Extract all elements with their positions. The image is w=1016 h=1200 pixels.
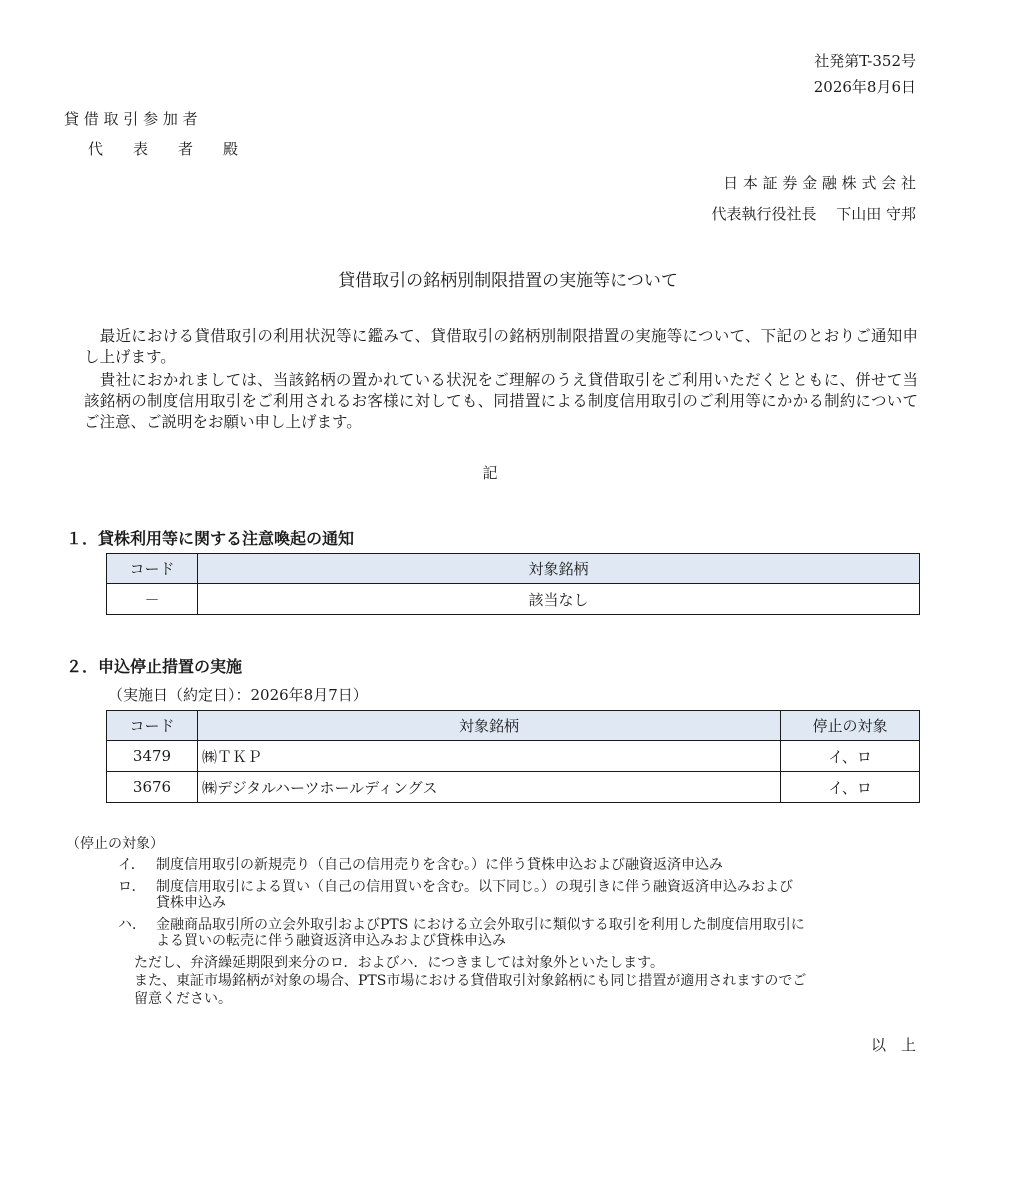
row-target: イ、ロ [781, 741, 920, 772]
closing-mark: 以 上 [870, 1036, 916, 1054]
note-pts-line2: 留意ください。 [134, 991, 232, 1007]
notes-label: （停止の対象） [66, 836, 164, 852]
section2-table [106, 710, 920, 803]
table-header-row [107, 554, 920, 584]
note-pts-line1: また、東証市場銘柄が対象の場合、PTS市場における貸借取引対象銘柄にも同じ措置が適用されますのでご [134, 973, 807, 989]
col-code-header: コード [107, 554, 198, 584]
note-mark-ro: ロ． [118, 879, 146, 895]
note-item-ha-line2: よる買いの転売に伴う融資返済申込みおよび貸株申込み [156, 933, 506, 949]
row-name: ㈱ＴＫＰ [198, 741, 781, 772]
body-paragraph-1: 最近における貸借取引の利用状況等に鑑みて、貸借取引の銘柄別制限措置の実施等について、下記のとおりご通知申し上げます。 [84, 327, 918, 366]
section1-table [106, 553, 920, 615]
table-header-row [107, 711, 920, 741]
recipient-line2: 代 表 者 殿 [88, 140, 239, 158]
row-name: 該当なし [198, 584, 920, 615]
effective-date: （実施日（約定日）：2026年8月7日） [108, 686, 368, 704]
document-number: 社発第T-352号 [814, 52, 916, 70]
col-name-header: 対象銘柄 [198, 711, 781, 741]
note-item-ro-line1: 制度信用取引による買い（自己の信用買いを含む。以下同じ。）の現引きに伴う融資返済申込みおよび [156, 879, 793, 895]
note-item-ha-line1: 金融商品取引所の立会外取引およびPTS における立会外取引に類似する取引を利用した制度信用取引に [156, 917, 805, 933]
table-row [107, 741, 920, 772]
row-code: 3676 [107, 772, 198, 803]
row-code: － [107, 584, 198, 615]
note-mark-i: イ． [118, 857, 145, 873]
note-exception: ただし、弁済繰延期限到来分のロ．およびハ．につきましては対象外といたします。 [134, 955, 665, 971]
sender-company: 日 本 証 券 金 融 株 式 会 社 [723, 174, 916, 192]
document-title: 貸借取引の銘柄別制限措置の実施等について [338, 271, 678, 291]
ki-marker: 記 [482, 464, 498, 482]
col-name-header: 対象銘柄 [198, 554, 920, 584]
recipient-line1: 貸 借 取 引 参 加 者 [64, 110, 198, 128]
table-row [107, 772, 920, 803]
document-date: 2026年8月6日 [813, 78, 916, 96]
row-target: イ、ロ [781, 772, 920, 803]
row-name: ㈱デジタルハーツホールディングス [198, 772, 781, 803]
section1-heading: １．貸株利用等に関する注意喚起の通知 [66, 529, 355, 548]
col-target-header: 停止の対象 [781, 711, 920, 741]
section2-heading: ２．申込停止措置の実施 [66, 657, 243, 676]
row-code: 3479 [107, 741, 198, 772]
table-row [107, 584, 920, 615]
note-item-ro-line2: 貸株申込み [156, 895, 226, 911]
note-mark-ha: ハ． [118, 917, 146, 933]
body-paragraph-2: 貴社におかれましては、当該銘柄の置かれている状況をご理解のうえ貸借取引をご利用いただくとともに、併せて当該銘柄の制度信用取引をご利用されるお客様に対しても、同措置による制度信用取引のご利用等にかかる制約についてご注意、ご説明をお願い申し上げます。 [84, 371, 918, 431]
note-item-i: 制度信用取引の新規売り（自己の信用売りを含む。）に伴う貸株申込および融資返済申込み [156, 857, 723, 873]
sender-representative: 代表執行役社長 下山田 守邦 [711, 205, 916, 223]
col-code-header: コード [107, 711, 198, 741]
